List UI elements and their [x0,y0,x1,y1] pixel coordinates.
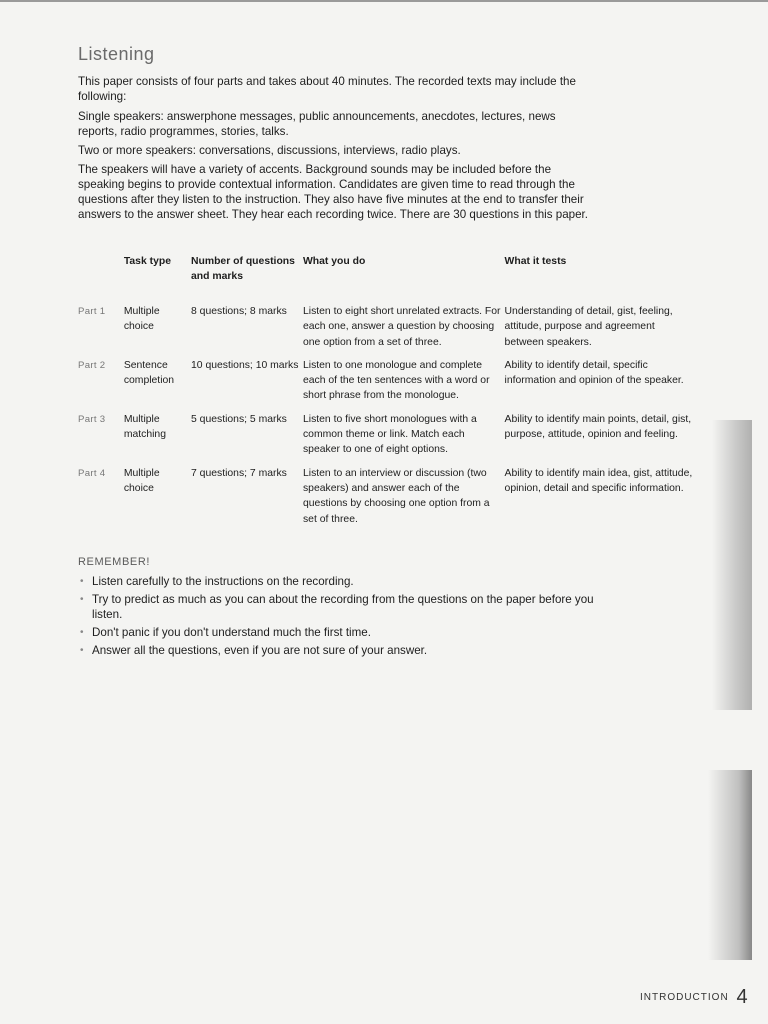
remember-list [78,574,598,661]
part-label: Part 1 [78,306,106,317]
question-count: 5 questions; 5 marks [191,413,287,425]
single-speakers-paragraph: Single speakers: answerphone messages, public announcements, anecdotes, lectures, news reports, radio programmes, stories, talks. [78,110,556,138]
question-count: 7 questions; 7 marks [191,467,287,479]
task-type: Sentence completion [123,359,175,387]
task-description: Listen to five short monologues with a common theme or link. Match each speaker to one of eight options. [302,413,477,456]
intro-paragraph: This paper consists of four parts and takes about 40 minutes. The recorded texts may include the following: [78,75,576,103]
part-label: Part 3 [78,413,106,425]
table-header-row [78,254,698,302]
task-table [78,254,698,533]
scan-shadow-upper [712,420,752,710]
table-row [78,302,698,356]
task-description: Listen to eight short unrelated extracts. For each one, answer a question by choosing one option from a set of three. [302,306,501,348]
multiple-speakers-paragraph: Two or more speakers: conversations, discussions, interviews, radio plays. [78,144,461,157]
task-type: Multiple choice [123,306,160,333]
task-description: Listen to an interview or discussion (two speakers) and answer each of the questions by choosing one option from a set of three. [302,467,490,525]
list-item: • Try to predict as much as you can about the recording from the questions on the paper before you listen. [78,592,598,622]
question-count: 10 questions; 10 marks [191,359,299,371]
header-task-type: Task type [123,256,171,267]
skills-tested: Ability to identify detail, specific information and opinion of the speaker. [504,359,684,387]
skills-tested: Ability to identify main idea, gist, attitude, opinion, detail and specific information. [504,467,693,494]
header-part [78,254,124,302]
task-description: Listen to one monologue and complete each of the ten sentences with a word or short phrase from the monologue. [302,359,490,402]
table-row [78,410,698,464]
header-what-you-do: What you do [302,256,366,267]
footer-section-label: INTRODUCTION [640,992,729,1003]
remember-heading: REMEMBER! [78,556,151,568]
table-row [78,464,698,533]
page-number: 4 [736,986,748,1008]
section-title: Listening [78,44,155,64]
task-type: Multiple matching [123,413,166,441]
header-what-it-tests: What it tests [504,256,567,267]
list-item: • Don't panic if you don't understand much the first time. [78,625,598,640]
scan-shadow-lower [708,770,752,960]
part-label: Part 2 [78,359,106,371]
part-label: Part 4 [78,467,106,479]
task-type: Multiple choice [123,467,160,494]
list-item: • Answer all the questions, even if you are not sure of your answer. [78,643,598,658]
question-count: 8 questions; 8 marks [191,306,287,317]
header-questions: Number of questions and marks [191,256,295,283]
table-row [78,356,698,410]
accents-paragraph: The speakers will have a variety of accents. Background sounds may be included before the speaking begins to provide contextual information. Candidates are given time to read through the questions after they listen to the instruction. They also have five minutes at the end to transfer their answers to the answer sheet. They hear each recording twice. There are 30 questions in this paper. [78,163,588,221]
page-footer [640,986,748,1009]
skills-tested: Ability to identify main points, detail, gist, purpose, attitude, opinion and feeling. [504,413,692,441]
skills-tested: Understanding of detail, gist, feeling, attitude, purpose and agreement between speakers. [504,306,673,348]
page-top-edge [0,0,768,2]
list-item: • Listen carefully to the instructions on the recording. [78,574,598,589]
